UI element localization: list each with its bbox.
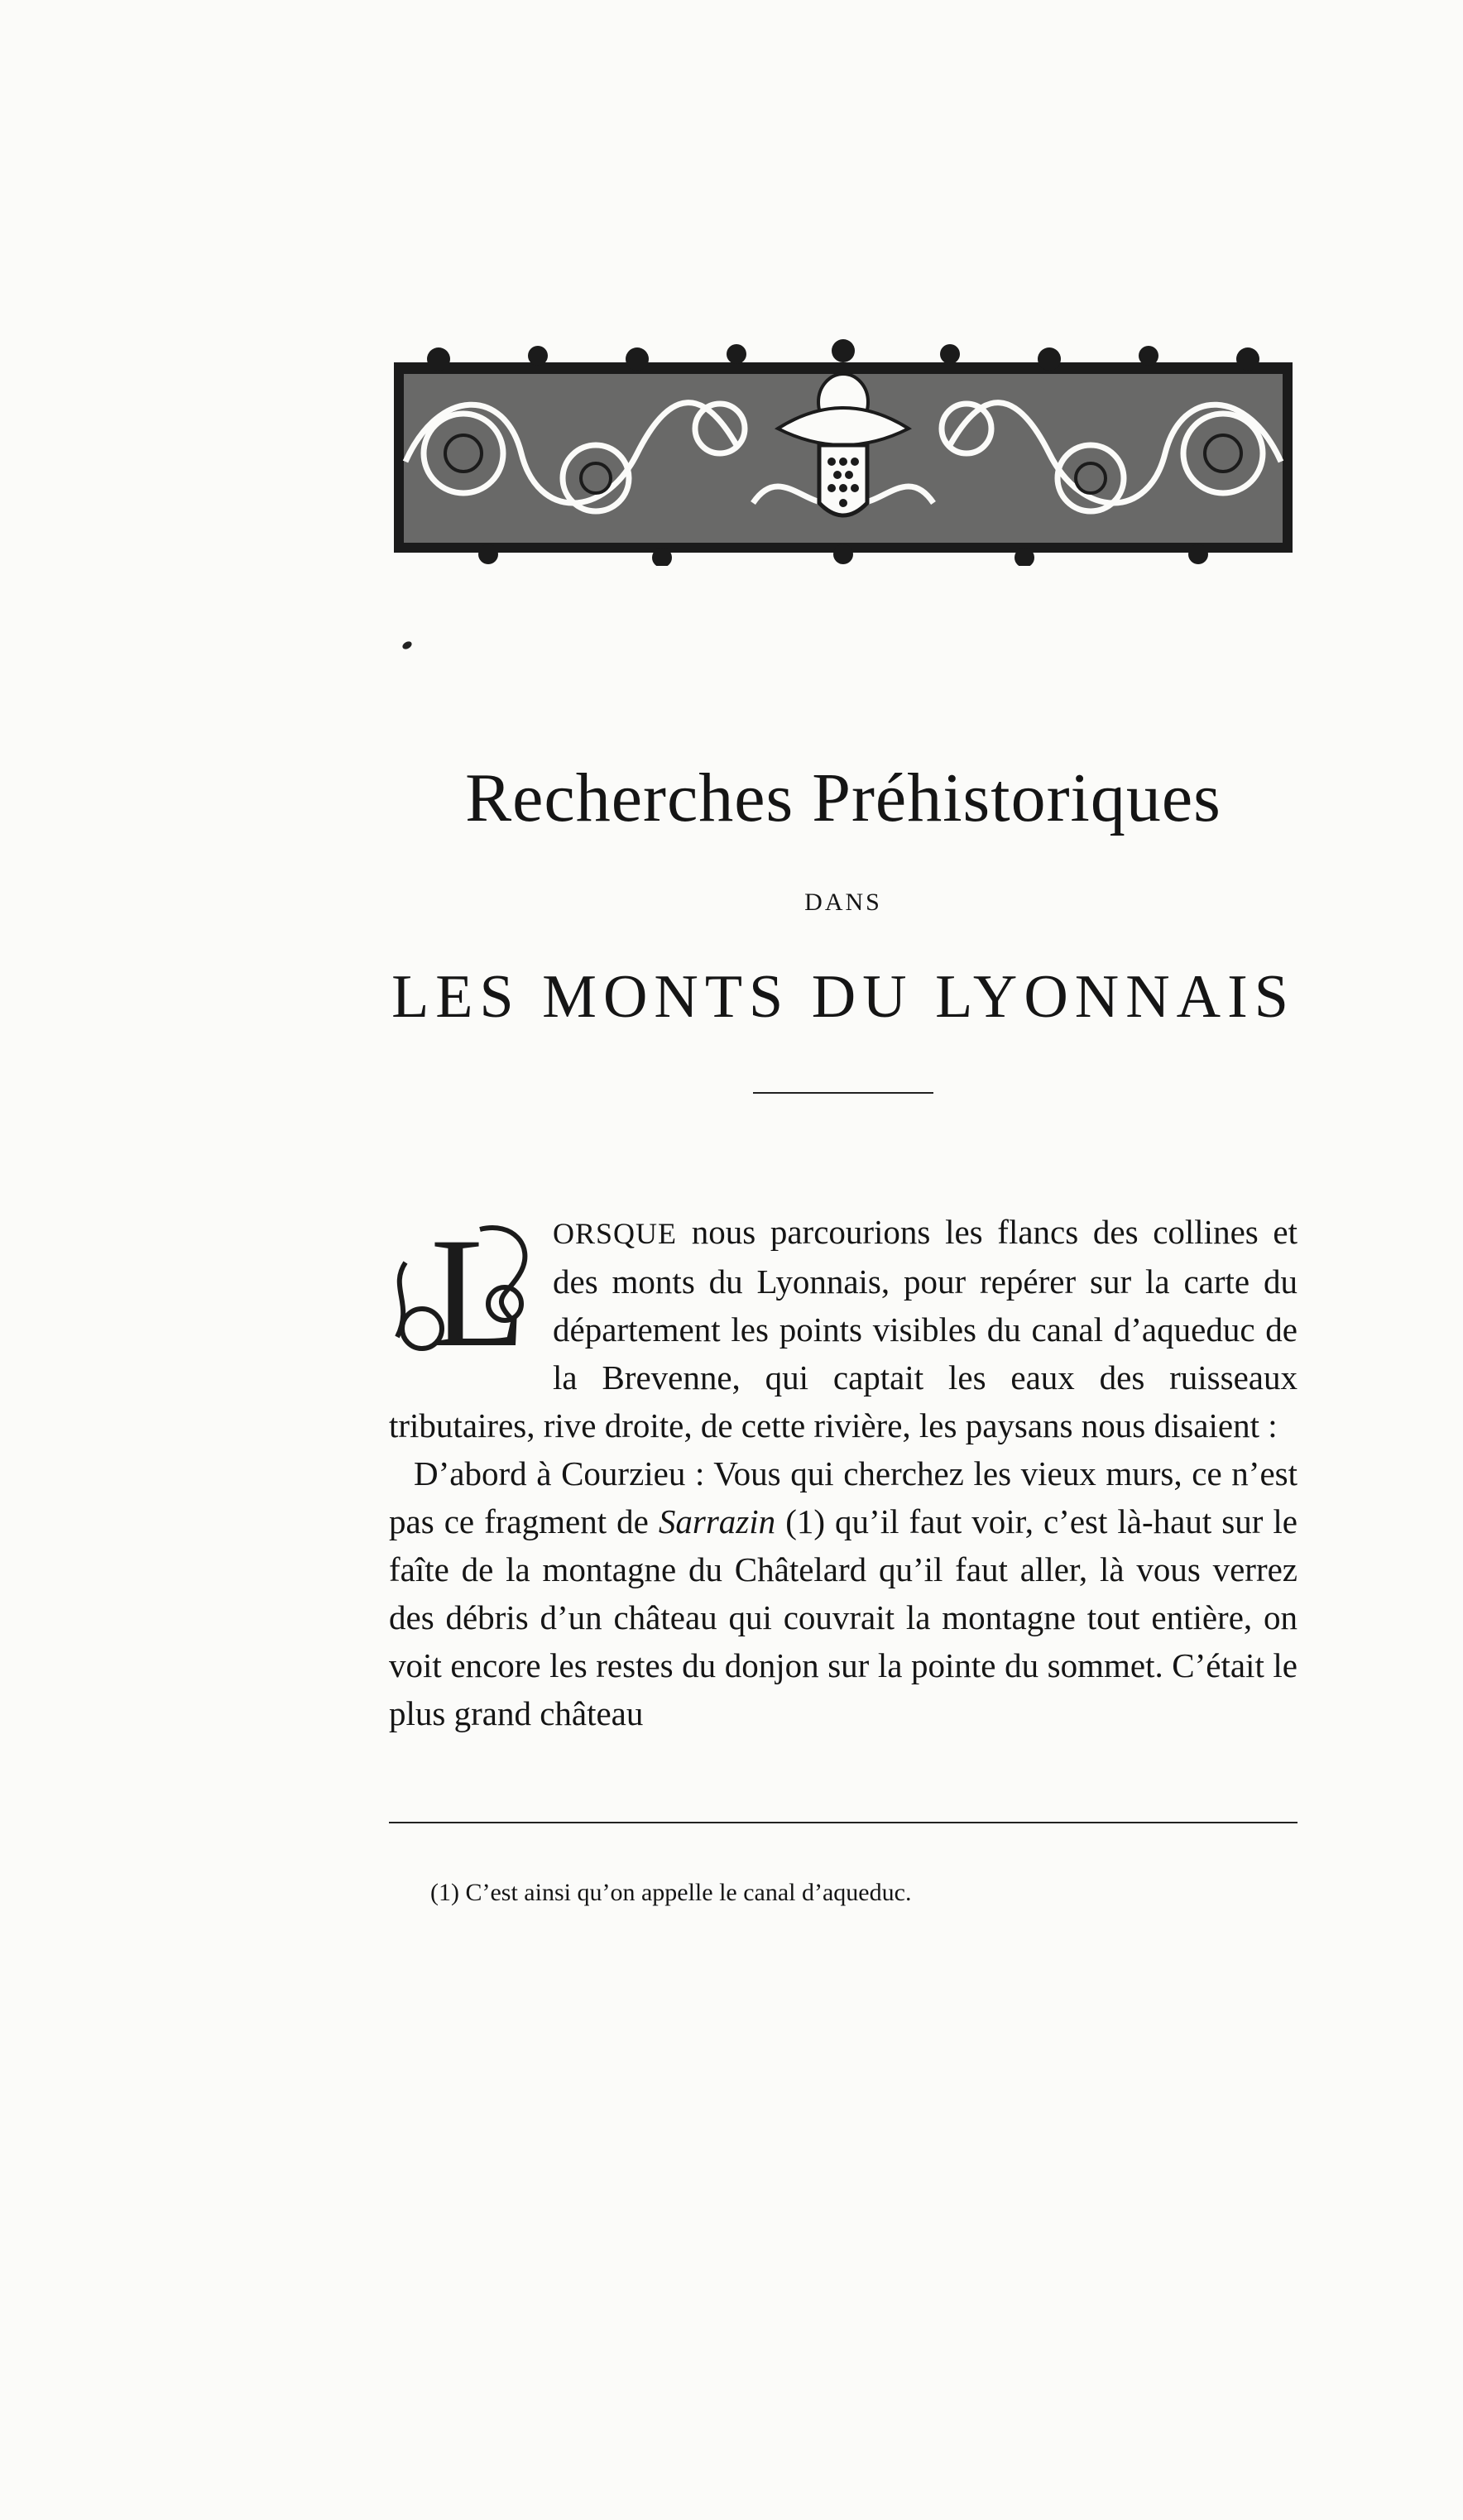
ornament-graphic <box>389 338 1298 566</box>
footnote: (1) C’est ainsi qu’on appelle le canal d’aqueduc. <box>430 1879 912 1906</box>
ornamental-dropcap <box>389 1213 541 1360</box>
page-title: Recherches Préhistoriques <box>465 759 1221 836</box>
title-connector: DANS <box>804 889 882 916</box>
page-subtitle: LES MONTS DU LYONNAIS <box>391 963 1295 1031</box>
paragraph-2-text-before: D’abord à Courzieu : Vous qui cherchez les vieux murs, ce n’est pas ce fragment de <box>389 1454 1298 1540</box>
paragraph-2-text-after: (1) qu’il faut voir, c’est là-haut sur le faîte de la montagne du Châtelard qu’il faut aller, là vous verrez des débris d’un château qui couvrait la montagne tout entière, on voit encore les restes du donjon sur la pointe du sommet. C’était le plus grand château <box>389 1502 1298 1732</box>
footnote-divider <box>389 1822 1298 1823</box>
ink-speck <box>401 640 413 651</box>
paragraph-1-text: nous parcourions les flancs des collines et des monts du Lyonnais, pour repérer sur la carte du département les points visibles du canal d’aqueduc de la Brevenne, qui captait les eaux des ruisseaux tributaires, rive droite, de cette rivière, les paysans nous disaient : <box>389 1213 1298 1444</box>
ornamental-headpiece <box>389 338 1298 566</box>
title-divider <box>753 1092 933 1094</box>
first-word-smallcaps: ORSQUE <box>553 1217 678 1250</box>
paragraph-2-italic-term: Sarrazin <box>658 1502 776 1540</box>
dropcap-letter: L <box>430 1213 527 1360</box>
paragraph-2 <box>389 1449 1298 1737</box>
dropcap-graphic <box>389 1213 541 1360</box>
body-text <box>389 1208 1298 1737</box>
